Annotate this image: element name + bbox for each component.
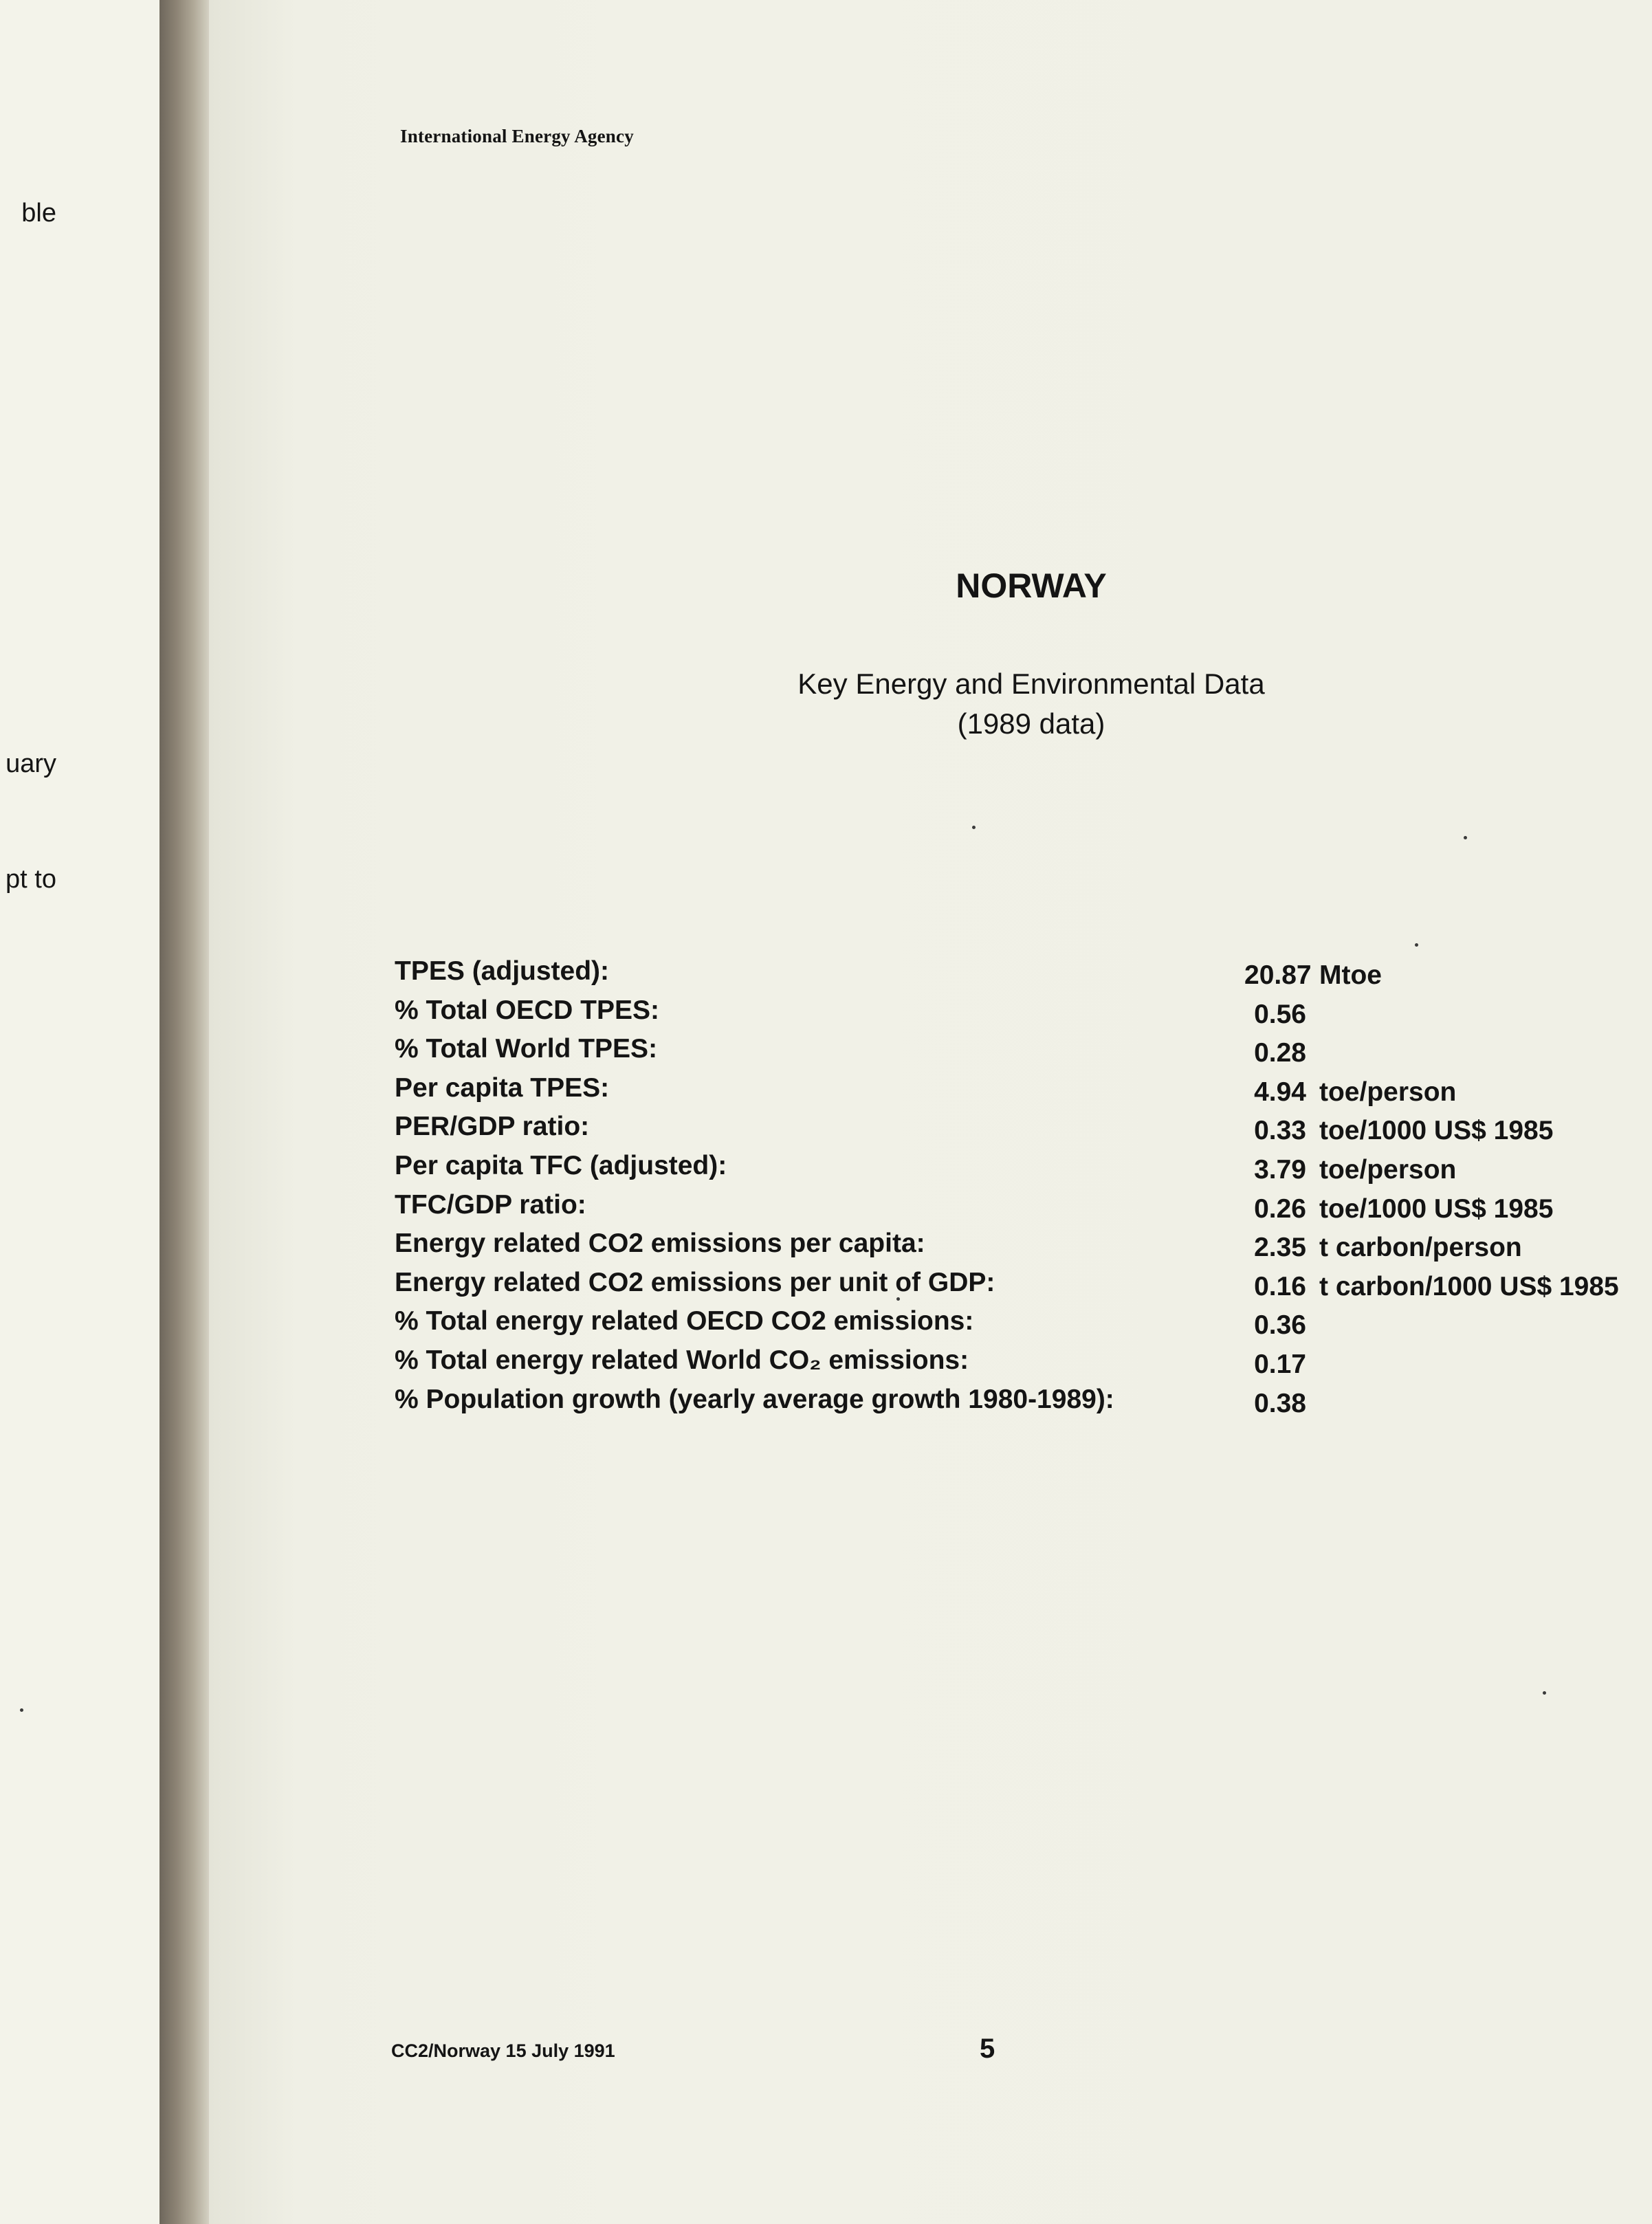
table-row <box>395 1268 1652 1307</box>
row-value: 0.56 <box>1254 999 1306 1029</box>
row-value: 4.94 <box>1254 1077 1306 1107</box>
row-label: % Total energy related OECD CO2 emissions: <box>395 1306 974 1336</box>
row-value: 0.28 <box>1254 1038 1306 1068</box>
scan-speck <box>1464 836 1467 839</box>
row-unit: t carbon/1000 US$ 1985 <box>1319 1271 1619 1301</box>
row-label: % Total World TPES: <box>395 1034 658 1064</box>
key-data-table <box>395 956 1652 1423</box>
facing-page-fragment: pt to <box>5 865 56 894</box>
table-row <box>395 1345 1652 1385</box>
table-row <box>395 956 1652 995</box>
table-row <box>395 1190 1652 1229</box>
row-value: 20.87 <box>1244 960 1312 990</box>
facing-page-edge <box>0 0 159 2224</box>
subtitle-line: Key Energy and Environmental Data <box>797 668 1265 700</box>
table-row <box>395 1112 1652 1151</box>
scan-speck <box>1543 1691 1546 1695</box>
table-row <box>395 1306 1652 1345</box>
row-value: 0.26 <box>1254 1193 1306 1224</box>
page-subtitle <box>0 664 1652 744</box>
row-value: 0.33 <box>1254 1116 1306 1146</box>
page-title: NORWAY <box>956 566 1107 605</box>
row-label: % Population growth (yearly average growth 1980-1989): <box>395 1384 1114 1414</box>
scan-speck <box>20 1708 23 1712</box>
table-row <box>395 1385 1652 1424</box>
scan-speck <box>1415 943 1418 947</box>
table-row <box>395 1034 1652 1073</box>
row-value: 3.79 <box>1254 1154 1306 1185</box>
page-header: International Energy Agency <box>400 126 634 146</box>
document-reference: CC2/Norway 15 July 1991 <box>391 2040 615 2061</box>
row-unit: toe/person <box>1319 1077 1457 1107</box>
row-unit: toe/1000 US$ 1985 <box>1319 1116 1554 1146</box>
subtitle-line: (1989 data) <box>957 707 1105 740</box>
table-row <box>395 1151 1652 1190</box>
row-unit: toe/person <box>1319 1154 1457 1185</box>
row-unit: toe/1000 US$ 1985 <box>1319 1193 1554 1224</box>
row-label: PER/GDP ratio: <box>395 1112 590 1142</box>
row-unit: Mtoe <box>1319 960 1382 990</box>
table-row <box>395 1229 1652 1268</box>
facing-page-fragment: uary <box>5 749 56 778</box>
row-label: % Total energy related World CO₂ emissions: <box>395 1345 969 1375</box>
row-value: 0.38 <box>1254 1388 1306 1418</box>
row-value: 0.17 <box>1254 1349 1306 1379</box>
row-value: 0.16 <box>1254 1271 1306 1301</box>
scan-speck <box>972 826 976 829</box>
book-spine <box>159 0 209 2224</box>
facing-page-fragment: ble <box>21 199 56 228</box>
row-label: Per capita TFC (adjusted): <box>395 1150 727 1180</box>
row-value: 2.35 <box>1254 1233 1306 1263</box>
row-label: Energy related CO2 emissions per unit of GDP: <box>395 1267 995 1297</box>
scan-speck <box>896 1297 900 1301</box>
table-row <box>395 995 1652 1035</box>
row-value: 0.36 <box>1254 1310 1306 1341</box>
table-row <box>395 1073 1652 1112</box>
row-label: TPES (adjusted): <box>395 956 610 986</box>
row-label: TFC/GDP ratio: <box>395 1189 586 1220</box>
row-label: % Total OECD TPES: <box>395 995 659 1025</box>
page-number: 5 <box>980 2034 995 2064</box>
row-unit: t carbon/person <box>1319 1233 1522 1263</box>
row-label: Energy related CO2 emissions per capita: <box>395 1229 925 1259</box>
row-label: Per capita TPES: <box>395 1072 610 1103</box>
